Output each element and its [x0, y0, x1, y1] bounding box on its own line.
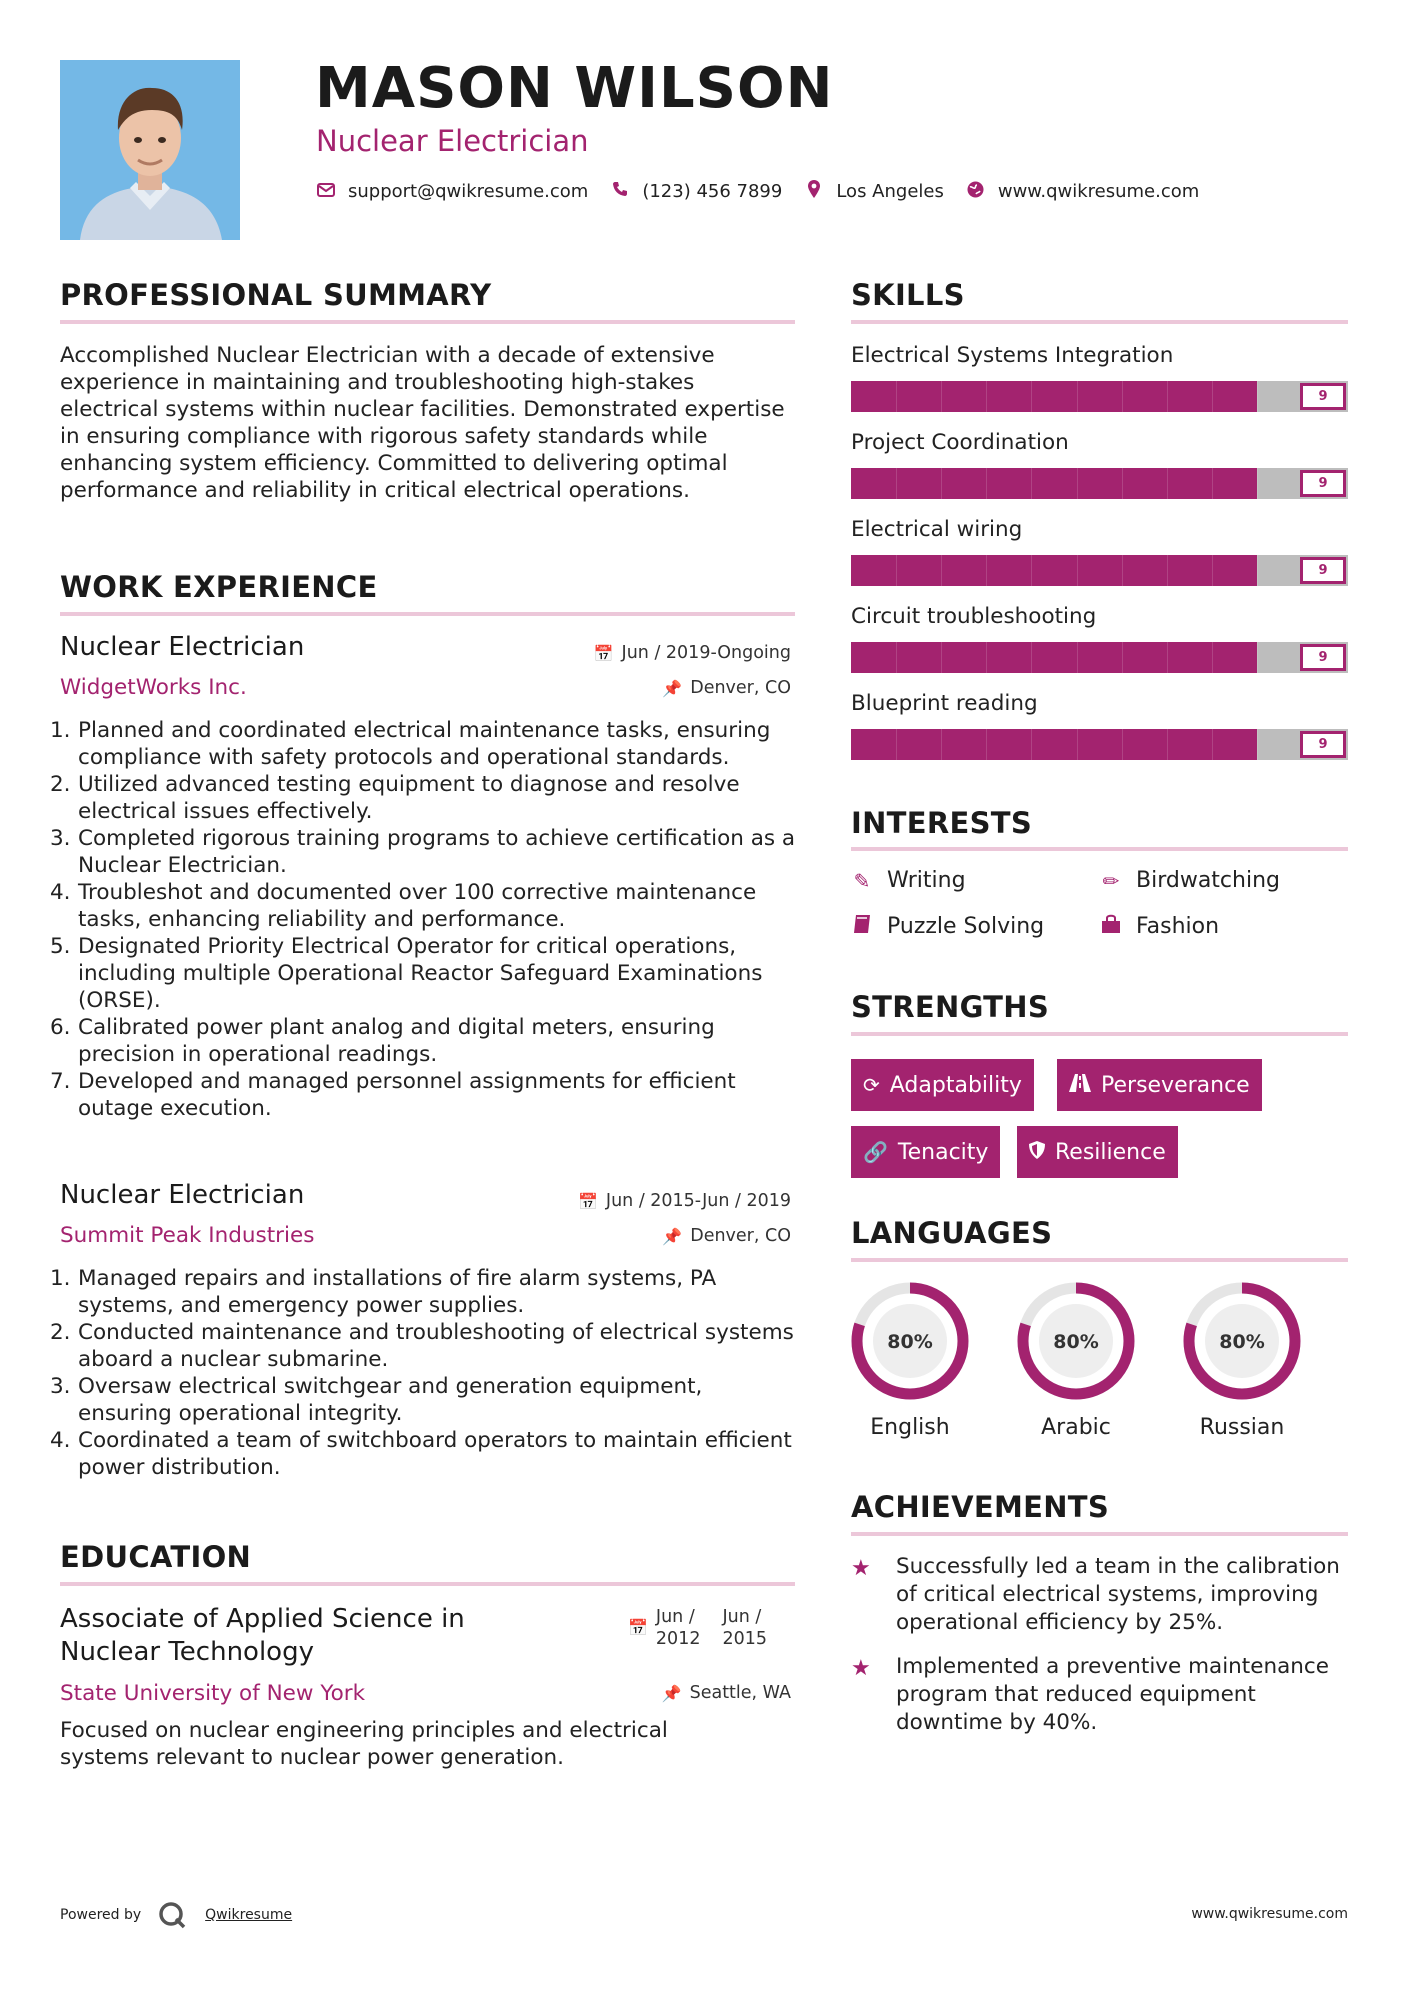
skill-bar — [851, 468, 1348, 499]
calendar-icon: 📅 — [628, 1618, 648, 1637]
contact-bar — [316, 180, 1221, 203]
edit-icon: ✏ — [1102, 868, 1120, 893]
contact-location — [804, 180, 944, 203]
skill-bar-segment — [941, 381, 942, 412]
skill-bar-fill — [851, 729, 1257, 760]
contact-website[interactable] — [966, 181, 1199, 203]
skill-bar-segment — [896, 555, 897, 586]
skill-bar-segment — [896, 642, 897, 673]
skill-bar-segment — [1031, 468, 1032, 499]
interest-item — [851, 868, 966, 893]
skill-bar-segment — [1167, 642, 1168, 673]
skill-bar-segment — [1031, 642, 1032, 673]
education-heading: EDUCATION — [60, 1540, 252, 1574]
skill-bar-segment — [1167, 381, 1168, 412]
summary-divider — [60, 320, 795, 324]
skill-bar — [851, 642, 1348, 673]
skill-name: Circuit troubleshooting — [851, 604, 1097, 629]
road-icon — [1069, 1073, 1091, 1097]
job-company: WidgetWorks Inc. — [60, 675, 247, 700]
skill-bar-segment — [1212, 468, 1213, 499]
degree-line-1: Associate of Applied Science in — [60, 1604, 465, 1634]
skills-divider — [851, 320, 1348, 324]
achievement-item — [851, 1653, 1361, 1737]
skill-bar-segment — [941, 468, 942, 499]
skill-bar-segment — [986, 642, 987, 673]
list-item: 2. Conducted maintenance and troubleshooting of electrical systems aboard a nuclear submarine. — [50, 1320, 794, 1372]
job-title: Nuclear Electrician — [60, 1180, 305, 1210]
skill-score: 9 — [1300, 731, 1346, 758]
strength-label: Tenacity — [897, 1139, 989, 1165]
contact-website-text: www.qwikresume.com — [997, 181, 1200, 202]
job-dates — [578, 1191, 791, 1211]
education-divider — [60, 1582, 795, 1586]
interest-item — [851, 914, 1044, 939]
pushpin-icon: 📌 — [662, 678, 683, 698]
achievements-divider — [851, 1532, 1348, 1536]
job-location — [662, 678, 791, 698]
map-pin-icon — [804, 180, 824, 203]
summary-heading: PROFESSIONAL SUMMARY — [60, 278, 492, 312]
calendar-icon: 📅 — [593, 643, 614, 663]
skill-bar-segment — [1257, 555, 1258, 586]
experience-heading: WORK EXPERIENCE — [60, 570, 378, 604]
skill-bar-segment — [1077, 555, 1078, 586]
strength-label: Resilience — [1055, 1139, 1166, 1165]
skill-score: 9 — [1300, 470, 1346, 497]
skill-bar-segment — [1031, 555, 1032, 586]
skill-bar-segment — [1077, 729, 1078, 760]
strengths-heading: STRENGTHS — [851, 990, 1050, 1024]
interest-item — [1100, 914, 1219, 939]
refresh-icon: ⟳ — [863, 1073, 880, 1097]
strength-label: Adaptability — [889, 1072, 1022, 1098]
job-bullets — [50, 717, 800, 1122]
skill-bar-segment — [1212, 642, 1213, 673]
skill-name: Electrical Systems Integration — [851, 343, 1174, 368]
skill-bar-fill — [851, 468, 1257, 499]
job-dates — [594, 643, 791, 663]
contact-email[interactable] — [316, 181, 588, 202]
skill-bar-segment — [986, 468, 987, 499]
languages-heading: LANGUAGES — [851, 1216, 1053, 1250]
skill-bar-segment — [1212, 729, 1213, 760]
skill-bar-segment — [1077, 468, 1078, 499]
summary-text: Accomplished Nuclear Electrician with a decade of extensive experience in maintaining and troubleshooting high-stakes electrical systems within nuclear facilities. Demonstrated expertise in ensuring compliance with rigorous safety standards while enhancing system efficiency. Committed to delivering optimal performance and reliability in critical electrical operations. — [60, 343, 785, 503]
interests-divider — [851, 847, 1348, 851]
globe-icon — [966, 181, 986, 203]
education-school: State University of New York — [60, 1681, 366, 1706]
skill-bar-segment — [1212, 555, 1213, 586]
skill-bar-fill — [851, 642, 1257, 673]
language-name: English — [870, 1415, 950, 1440]
skill-bar-segment — [896, 381, 897, 412]
profile-photo-image — [60, 60, 240, 240]
skill-bar — [851, 729, 1348, 760]
skill-bar-segment — [1077, 381, 1078, 412]
star-icon: ★ — [851, 1656, 871, 1681]
skill-bar-segment — [1167, 729, 1168, 760]
job-company: Summit Peak Industries — [60, 1223, 315, 1248]
footer-powered-by — [60, 1900, 292, 1930]
pencil-icon: ✎ — [853, 868, 871, 893]
skill-bar-segment — [1167, 555, 1168, 586]
list-item: 4. Troubleshot and documented over 100 corrective maintenance tasks, enhancing reliability and performance. — [50, 880, 757, 932]
skill-bar-segment — [896, 468, 897, 499]
strength-tag — [1057, 1059, 1262, 1111]
strength-tag — [851, 1126, 1000, 1178]
languages-divider — [851, 1258, 1348, 1262]
link-icon: 🔗 — [863, 1140, 888, 1164]
skill-bar-segment — [1257, 381, 1258, 412]
skill-bar-segment — [896, 729, 897, 760]
education-end: Jun / 2015 — [722, 1607, 768, 1649]
list-item: 2. Utilized advanced testing equipment to diagnose and resolve electrical issues effectively. — [50, 772, 740, 824]
job-title: Nuclear Electrician — [60, 632, 305, 662]
education-dates — [628, 1606, 767, 1650]
contact-phone-text: (123) 456 7899 — [642, 181, 783, 202]
interest-label: Fashion — [1136, 914, 1220, 939]
language-ring — [848, 1279, 972, 1403]
interest-label: Birdwatching — [1136, 868, 1280, 893]
star-icon: ★ — [851, 1556, 871, 1581]
skill-bar-segment — [1077, 642, 1078, 673]
candidate-name: MASON WILSON — [315, 56, 834, 121]
shopping-bag-icon — [1100, 914, 1122, 939]
interests-heading: INTERESTS — [851, 806, 1033, 840]
skill-name: Electrical wiring — [851, 517, 1023, 542]
interest-item — [1100, 868, 1280, 893]
book-icon — [851, 914, 873, 939]
skill-bar-segment — [1212, 381, 1213, 412]
language-ring — [1180, 1279, 1304, 1403]
list-item: 1. Managed repairs and installations of fire alarm systems, PA systems, and emergency power supplies. — [50, 1266, 717, 1318]
skill-name: Project Coordination — [851, 430, 1069, 455]
skill-bar-segment — [1122, 555, 1123, 586]
interest-label: Writing — [887, 868, 966, 893]
list-item: 5. Designated Priority Electrical Operator for critical operations, including multiple Operational Reactor Safeguard Examinations (ORSE). — [50, 934, 763, 1013]
language-ring — [1014, 1279, 1138, 1403]
achievement-item — [851, 1553, 1361, 1637]
skill-bar-segment — [1257, 642, 1258, 673]
footer-url[interactable]: www.qwikresume.com — [1191, 1906, 1348, 1922]
skill-bar-segment — [986, 381, 987, 412]
skill-bar-segment — [1031, 381, 1032, 412]
strengths-divider — [851, 1032, 1348, 1036]
achievement-text: Implemented a preventive maintenance program that reduced equipment downtime by 40%. — [896, 1654, 1329, 1735]
envelope-icon — [316, 182, 336, 202]
strength-tag — [1017, 1126, 1178, 1178]
degree-line-2: Nuclear Technology — [60, 1637, 314, 1667]
list-item: 3. Completed rigorous training programs to achieve certification as a Nuclear Electrician. — [50, 826, 796, 878]
skill-bar-segment — [986, 729, 987, 760]
strength-label: Perseverance — [1101, 1072, 1250, 1098]
skill-bar-segment — [1122, 468, 1123, 499]
achievement-text: Successfully led a team in the calibration of critical electrical systems, improving operational efficiency by 25%. — [896, 1554, 1340, 1635]
skill-bar-segment — [1257, 468, 1258, 499]
skill-bar-segment — [1122, 729, 1123, 760]
language-percent: 80% — [1219, 1331, 1265, 1353]
skill-bar-segment — [941, 729, 942, 760]
skill-bar — [851, 555, 1348, 586]
brand-link[interactable]: Qwikresume — [205, 1907, 293, 1923]
achievements-heading: ACHIEVEMENTS — [851, 1490, 1110, 1524]
phone-icon — [610, 181, 630, 202]
pushpin-icon: 📌 — [662, 1226, 683, 1246]
skill-bar-segment — [1122, 381, 1123, 412]
language-percent: 80% — [887, 1331, 933, 1353]
language-percent: 80% — [1053, 1331, 1099, 1353]
skill-bar-fill — [851, 555, 1257, 586]
education-location — [662, 1683, 791, 1703]
skill-bar-segment — [941, 642, 942, 673]
job-dates-text: Jun / 2015-Jun / 2019 — [605, 1191, 791, 1211]
profile-photo — [60, 60, 240, 240]
education-description: Focused on nuclear engineering principles and electrical systems relevant to nuclear power generation. — [60, 1718, 668, 1770]
candidate-role: Nuclear Electrician — [316, 124, 589, 158]
skill-bar-segment — [1031, 729, 1032, 760]
language-name: Arabic — [1041, 1415, 1111, 1440]
experience-divider — [60, 612, 795, 616]
list-item: 7. Developed and managed personnel assignments for efficient outage execution. — [50, 1069, 736, 1121]
pushpin-icon: 📌 — [661, 1683, 682, 1703]
job-location — [662, 1226, 791, 1246]
contact-location-text: Los Angeles — [836, 181, 944, 202]
list-item: 3. Oversaw electrical switchgear and generation equipment, ensuring operational integrity. — [50, 1374, 703, 1426]
interest-label: Puzzle Solving — [887, 914, 1045, 939]
strength-tag — [851, 1059, 1034, 1111]
skills-heading: SKILLS — [851, 278, 965, 312]
calendar-icon: 📅 — [577, 1191, 598, 1211]
qwikresume-logo-icon — [157, 1900, 187, 1930]
education-location-text: Seattle, WA — [689, 1683, 791, 1703]
contact-email-text: support@qwikresume.com — [348, 181, 589, 202]
job-location-text: Denver, CO — [690, 1226, 791, 1246]
skill-score: 9 — [1300, 644, 1346, 671]
job-bullets — [50, 1265, 800, 1481]
skill-bar-segment — [1167, 468, 1168, 499]
shield-icon — [1029, 1140, 1045, 1164]
skill-bar-fill — [851, 381, 1257, 412]
skill-bar-segment — [941, 555, 942, 586]
skill-bar-segment — [1257, 729, 1258, 760]
skill-score: 9 — [1300, 557, 1346, 584]
skill-name: Blueprint reading — [851, 691, 1038, 716]
list-item: 4. Coordinated a team of switchboard operators to maintain efficient power distribution. — [50, 1428, 792, 1480]
skill-bar — [851, 381, 1348, 412]
skill-bar-segment — [1122, 642, 1123, 673]
contact-phone[interactable] — [610, 181, 782, 202]
job-location-text: Denver, CO — [690, 678, 791, 698]
skill-score: 9 — [1300, 383, 1346, 410]
job-dates-text: Jun / 2019-Ongoing — [621, 643, 791, 663]
list-item: 1. Planned and coordinated electrical maintenance tasks, ensuring compliance with safety protocols and operational standards. — [50, 718, 771, 770]
language-name: Russian — [1199, 1415, 1285, 1440]
powered-by-label: Powered by — [60, 1907, 142, 1923]
education-start: Jun / 2012 — [655, 1607, 701, 1649]
list-item: 6. Calibrated power plant analog and digital meters, ensuring precision in operational readings. — [50, 1015, 715, 1067]
skill-bar-segment — [986, 555, 987, 586]
